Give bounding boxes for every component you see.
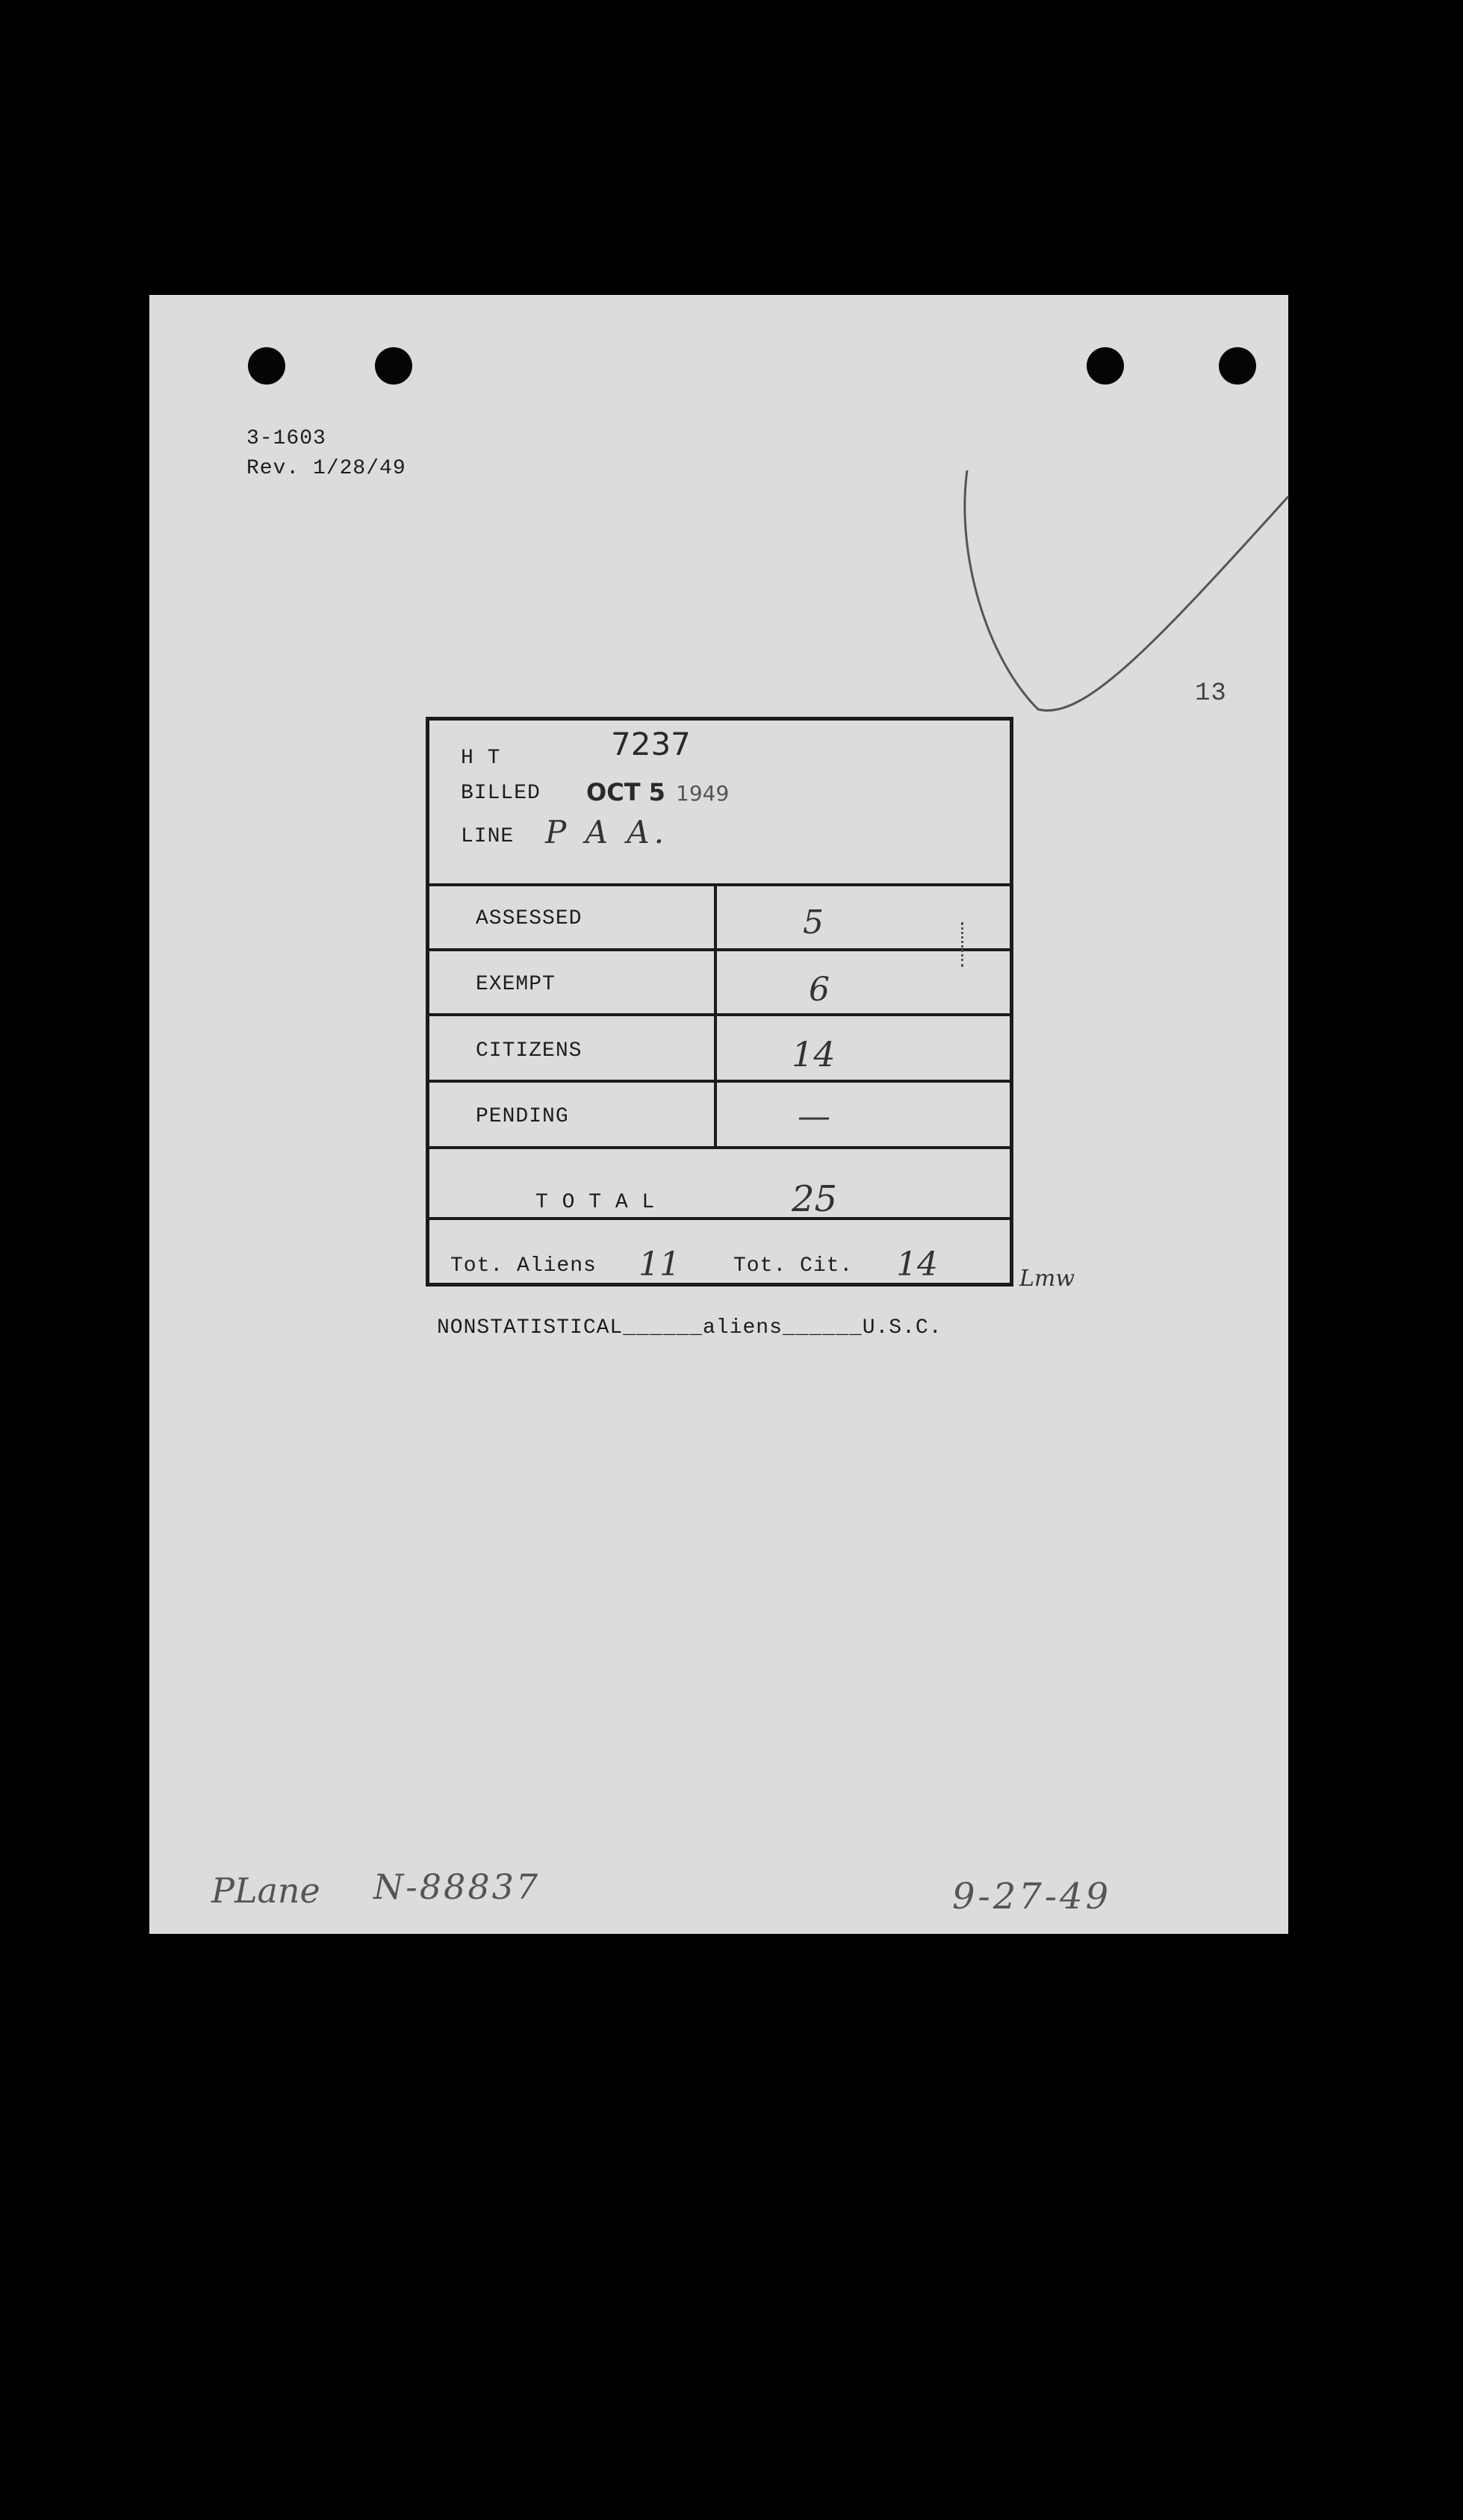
line-value: P A A. xyxy=(545,814,668,850)
billed-stamp-year: 1949 xyxy=(676,781,730,806)
punch-hole-2 xyxy=(375,347,412,385)
exempt-label: EXEMPT xyxy=(476,973,556,996)
form-divider-header xyxy=(427,883,1012,886)
punch-hole-3 xyxy=(1087,347,1124,385)
line-label: LINE xyxy=(461,825,515,848)
ht-label: H T xyxy=(461,747,501,770)
form-divider-total xyxy=(427,1217,1012,1220)
form-number: 3-1603 xyxy=(246,427,326,450)
citizens-value: 14 xyxy=(792,1034,836,1074)
form-revision: Rev. 1/28/49 xyxy=(246,457,406,480)
punch-hole-1 xyxy=(248,347,285,385)
exempt-value: 6 xyxy=(809,971,830,1009)
form-divider-row2 xyxy=(427,1013,1012,1016)
assessed-value: 5 xyxy=(803,903,824,942)
nonstatistical-line: NONSTATISTICAL______aliens______U.S.C. xyxy=(437,1316,942,1340)
form-divider-row3 xyxy=(427,1080,1012,1083)
initials: Lmw xyxy=(1019,1266,1075,1292)
dotted-mark xyxy=(961,922,966,967)
billed-label: BILLED xyxy=(461,782,541,805)
citizens-label: CITIZENS xyxy=(476,1039,583,1063)
pending-value: — xyxy=(798,1098,830,1136)
billed-stamp-date: OCT 5 xyxy=(586,778,665,806)
tot-aliens-value: 11 xyxy=(639,1245,680,1284)
total-value: 25 xyxy=(792,1178,838,1220)
pending-label: PENDING xyxy=(476,1105,569,1128)
assessed-label: ASSESSED xyxy=(476,907,583,930)
tot-aliens-label: Tot. Aliens xyxy=(450,1254,597,1278)
form-column-divider xyxy=(714,883,717,1146)
pencil-curve-mark xyxy=(956,463,1292,717)
tot-cit-label: Tot. Cit. xyxy=(733,1254,854,1278)
tot-cit-value: 14 xyxy=(896,1245,938,1284)
total-label: T O T A L xyxy=(535,1191,656,1214)
page-number: 13 xyxy=(1195,679,1227,708)
plane-value: N-88837 xyxy=(373,1867,541,1907)
form-divider-row4 xyxy=(427,1146,1012,1149)
plane-label: PLane xyxy=(211,1870,320,1911)
footer-date: 9-27-49 xyxy=(952,1876,1112,1917)
ht-value: 7237 xyxy=(611,726,691,762)
form-divider-row1 xyxy=(427,948,1012,951)
punch-hole-4 xyxy=(1219,347,1256,385)
